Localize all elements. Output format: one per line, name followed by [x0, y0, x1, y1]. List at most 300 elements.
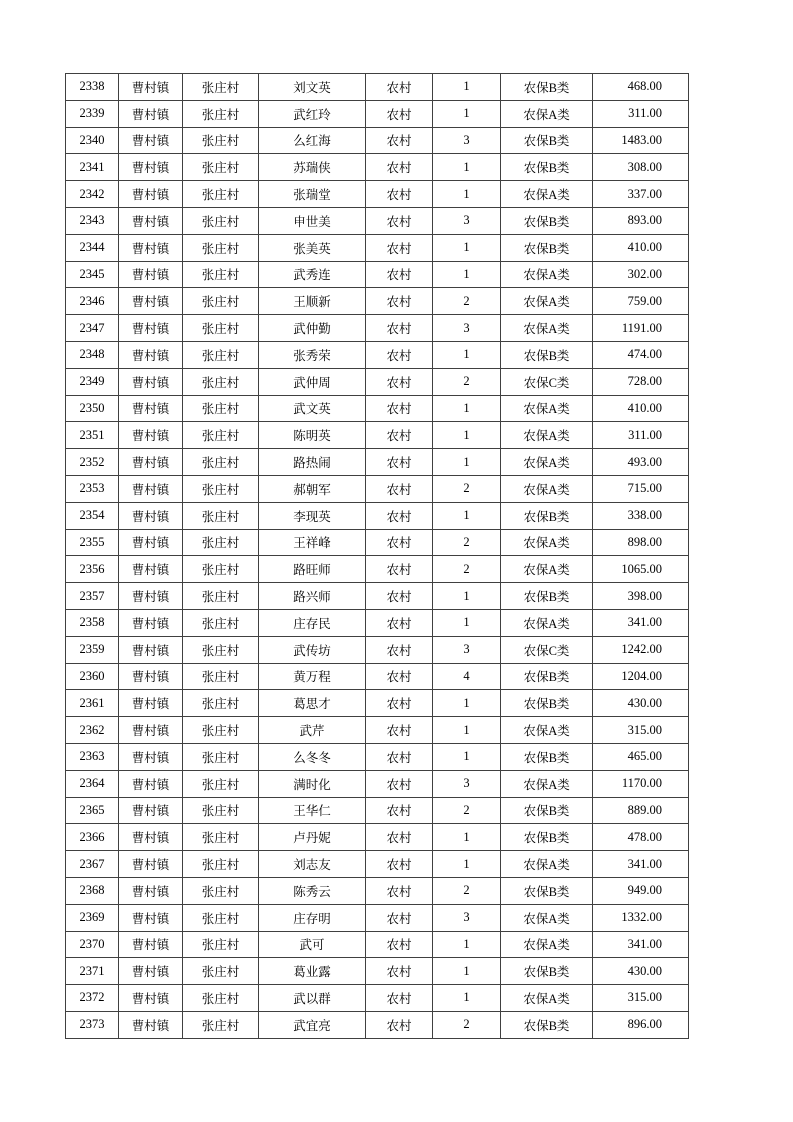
cell-village: 张庄村: [183, 181, 259, 208]
cell-serial-number: 2342: [66, 181, 119, 208]
cell-village: 张庄村: [183, 797, 259, 824]
table-row: [66, 74, 689, 101]
cell-village: 张庄村: [183, 1011, 259, 1038]
cell-town: 曹村镇: [119, 931, 183, 958]
cell-village: 张庄村: [183, 770, 259, 797]
cell-town: 曹村镇: [119, 181, 183, 208]
cell-person-count: 1: [433, 690, 501, 717]
cell-serial-number: 2352: [66, 449, 119, 476]
cell-amount: 728.00: [593, 368, 689, 395]
cell-town: 曹村镇: [119, 663, 183, 690]
cell-insurance-class: 农保A类: [501, 851, 593, 878]
cell-village: 张庄村: [183, 154, 259, 181]
cell-person-name: 王祥峰: [259, 529, 366, 556]
cell-serial-number: 2343: [66, 207, 119, 234]
table-row: [66, 958, 689, 985]
cell-person-count: 1: [433, 958, 501, 985]
cell-insurance-class: 农保B类: [501, 958, 593, 985]
cell-person-count: 1: [433, 931, 501, 958]
table-row: [66, 234, 689, 261]
cell-village: 张庄村: [183, 556, 259, 583]
cell-serial-number: 2367: [66, 851, 119, 878]
cell-amount: 715.00: [593, 475, 689, 502]
cell-town: 曹村镇: [119, 154, 183, 181]
table-row: [66, 368, 689, 395]
cell-amount: 893.00: [593, 207, 689, 234]
cell-person-name: 么冬冬: [259, 743, 366, 770]
cell-insurance-class: 农保B类: [501, 154, 593, 181]
table-row: [66, 181, 689, 208]
cell-village: 张庄村: [183, 877, 259, 904]
cell-insurance-class: 农保A类: [501, 475, 593, 502]
cell-serial-number: 2353: [66, 475, 119, 502]
cell-town: 曹村镇: [119, 877, 183, 904]
cell-person-name: 武仲勤: [259, 315, 366, 342]
cell-town: 曹村镇: [119, 422, 183, 449]
cell-amount: 315.00: [593, 985, 689, 1012]
cell-person-count: 3: [433, 315, 501, 342]
cell-village: 张庄村: [183, 475, 259, 502]
cell-insurance-class: 农保B类: [501, 877, 593, 904]
cell-person-count: 1: [433, 234, 501, 261]
cell-person-name: 张秀荣: [259, 341, 366, 368]
cell-person-name: 张瑞堂: [259, 181, 366, 208]
cell-person-name: 陈明英: [259, 422, 366, 449]
cell-household-type: 农村: [366, 797, 433, 824]
cell-town: 曹村镇: [119, 743, 183, 770]
cell-town: 曹村镇: [119, 824, 183, 851]
cell-serial-number: 2339: [66, 100, 119, 127]
cell-household-type: 农村: [366, 904, 433, 931]
cell-village: 张庄村: [183, 529, 259, 556]
cell-insurance-class: 农保A类: [501, 931, 593, 958]
cell-village: 张庄村: [183, 449, 259, 476]
cell-village: 张庄村: [183, 395, 259, 422]
cell-amount: 341.00: [593, 609, 689, 636]
cell-town: 曹村镇: [119, 261, 183, 288]
cell-town: 曹村镇: [119, 1011, 183, 1038]
cell-person-name: 么红海: [259, 127, 366, 154]
cell-village: 张庄村: [183, 422, 259, 449]
table-row: [66, 851, 689, 878]
table-row: [66, 288, 689, 315]
cell-household-type: 农村: [366, 770, 433, 797]
cell-amount: 341.00: [593, 851, 689, 878]
cell-household-type: 农村: [366, 1011, 433, 1038]
cell-person-name: 郝朝军: [259, 475, 366, 502]
cell-insurance-class: 农保B类: [501, 583, 593, 610]
table-row: [66, 529, 689, 556]
cell-village: 张庄村: [183, 958, 259, 985]
table-row: [66, 877, 689, 904]
cell-amount: 474.00: [593, 341, 689, 368]
cell-person-count: 1: [433, 449, 501, 476]
cell-insurance-class: 农保A类: [501, 609, 593, 636]
cell-insurance-class: 农保A类: [501, 422, 593, 449]
cell-insurance-class: 农保B类: [501, 341, 593, 368]
cell-household-type: 农村: [366, 529, 433, 556]
table-row: [66, 207, 689, 234]
cell-serial-number: 2351: [66, 422, 119, 449]
cell-village: 张庄村: [183, 717, 259, 744]
cell-town: 曹村镇: [119, 985, 183, 1012]
cell-town: 曹村镇: [119, 958, 183, 985]
cell-household-type: 农村: [366, 824, 433, 851]
cell-serial-number: 2361: [66, 690, 119, 717]
cell-person-count: 1: [433, 583, 501, 610]
cell-village: 张庄村: [183, 904, 259, 931]
cell-serial-number: 2365: [66, 797, 119, 824]
cell-household-type: 农村: [366, 127, 433, 154]
cell-village: 张庄村: [183, 127, 259, 154]
cell-amount: 493.00: [593, 449, 689, 476]
cell-serial-number: 2354: [66, 502, 119, 529]
cell-household-type: 农村: [366, 985, 433, 1012]
cell-person-name: 卢丹妮: [259, 824, 366, 851]
cell-amount: 308.00: [593, 154, 689, 181]
cell-household-type: 农村: [366, 181, 433, 208]
cell-household-type: 农村: [366, 717, 433, 744]
cell-household-type: 农村: [366, 475, 433, 502]
cell-person-count: 2: [433, 877, 501, 904]
cell-person-count: 2: [433, 475, 501, 502]
cell-household-type: 农村: [366, 368, 433, 395]
cell-person-count: 1: [433, 502, 501, 529]
cell-person-name: 葛业露: [259, 958, 366, 985]
cell-insurance-class: 农保B类: [501, 797, 593, 824]
cell-insurance-class: 农保C类: [501, 368, 593, 395]
cell-town: 曹村镇: [119, 207, 183, 234]
cell-person-count: 3: [433, 636, 501, 663]
cell-household-type: 农村: [366, 261, 433, 288]
cell-insurance-class: 农保A类: [501, 770, 593, 797]
cell-town: 曹村镇: [119, 690, 183, 717]
cell-person-count: 1: [433, 341, 501, 368]
cell-household-type: 农村: [366, 74, 433, 101]
table-row: [66, 636, 689, 663]
cell-town: 曹村镇: [119, 636, 183, 663]
cell-amount: 468.00: [593, 74, 689, 101]
cell-serial-number: 2366: [66, 824, 119, 851]
cell-insurance-class: 农保B类: [501, 743, 593, 770]
cell-insurance-class: 农保B类: [501, 690, 593, 717]
table-row: [66, 717, 689, 744]
table-row: [66, 743, 689, 770]
cell-serial-number: 2341: [66, 154, 119, 181]
cell-town: 曹村镇: [119, 395, 183, 422]
cell-insurance-class: 农保A类: [501, 904, 593, 931]
table-row: [66, 556, 689, 583]
cell-household-type: 农村: [366, 449, 433, 476]
cell-insurance-class: 农保A类: [501, 288, 593, 315]
cell-insurance-class: 农保C类: [501, 636, 593, 663]
cell-town: 曹村镇: [119, 502, 183, 529]
cell-village: 张庄村: [183, 261, 259, 288]
cell-town: 曹村镇: [119, 341, 183, 368]
cell-insurance-class: 农保B类: [501, 502, 593, 529]
cell-amount: 1065.00: [593, 556, 689, 583]
cell-serial-number: 2369: [66, 904, 119, 931]
cell-serial-number: 2358: [66, 609, 119, 636]
table-row: [66, 395, 689, 422]
cell-village: 张庄村: [183, 851, 259, 878]
table-row: [66, 770, 689, 797]
cell-person-count: 1: [433, 743, 501, 770]
cell-amount: 311.00: [593, 100, 689, 127]
cell-insurance-class: 农保A类: [501, 985, 593, 1012]
cell-person-name: 李现英: [259, 502, 366, 529]
cell-person-count: 2: [433, 368, 501, 395]
cell-amount: 410.00: [593, 395, 689, 422]
cell-household-type: 农村: [366, 395, 433, 422]
cell-person-name: 苏瑞侠: [259, 154, 366, 181]
table-row: [66, 904, 689, 931]
table-row: [66, 475, 689, 502]
cell-amount: 1332.00: [593, 904, 689, 931]
cell-serial-number: 2346: [66, 288, 119, 315]
cell-amount: 410.00: [593, 234, 689, 261]
cell-village: 张庄村: [183, 288, 259, 315]
cell-village: 张庄村: [183, 663, 259, 690]
cell-town: 曹村镇: [119, 904, 183, 931]
cell-insurance-class: 农保B类: [501, 663, 593, 690]
cell-person-name: 武红玲: [259, 100, 366, 127]
cell-person-name: 张美英: [259, 234, 366, 261]
cell-serial-number: 2362: [66, 717, 119, 744]
cell-serial-number: 2340: [66, 127, 119, 154]
cell-household-type: 农村: [366, 931, 433, 958]
cell-amount: 465.00: [593, 743, 689, 770]
cell-person-count: 2: [433, 288, 501, 315]
cell-serial-number: 2357: [66, 583, 119, 610]
cell-amount: 398.00: [593, 583, 689, 610]
cell-person-count: 1: [433, 261, 501, 288]
cell-serial-number: 2355: [66, 529, 119, 556]
cell-person-name: 路兴师: [259, 583, 366, 610]
cell-amount: 889.00: [593, 797, 689, 824]
cell-serial-number: 2344: [66, 234, 119, 261]
table-row: [66, 315, 689, 342]
cell-person-count: 1: [433, 74, 501, 101]
cell-serial-number: 2350: [66, 395, 119, 422]
cell-household-type: 农村: [366, 502, 433, 529]
table-row: [66, 127, 689, 154]
cell-insurance-class: 农保B类: [501, 127, 593, 154]
cell-household-type: 农村: [366, 422, 433, 449]
table-row: [66, 690, 689, 717]
cell-person-name: 武仲周: [259, 368, 366, 395]
cell-serial-number: 2372: [66, 985, 119, 1012]
cell-person-name: 葛思才: [259, 690, 366, 717]
cell-insurance-class: 农保B类: [501, 234, 593, 261]
table-row: [66, 824, 689, 851]
table-row: [66, 100, 689, 127]
cell-person-count: 1: [433, 100, 501, 127]
cell-town: 曹村镇: [119, 368, 183, 395]
cell-village: 张庄村: [183, 100, 259, 127]
cell-household-type: 农村: [366, 556, 433, 583]
cell-insurance-class: 农保A类: [501, 556, 593, 583]
cell-person-name: 路热闹: [259, 449, 366, 476]
cell-person-name: 黄万程: [259, 663, 366, 690]
cell-village: 张庄村: [183, 234, 259, 261]
cell-serial-number: 2364: [66, 770, 119, 797]
cell-village: 张庄村: [183, 368, 259, 395]
table-row: [66, 422, 689, 449]
cell-amount: 430.00: [593, 958, 689, 985]
cell-town: 曹村镇: [119, 770, 183, 797]
cell-amount: 341.00: [593, 931, 689, 958]
cell-town: 曹村镇: [119, 609, 183, 636]
cell-serial-number: 2348: [66, 341, 119, 368]
cell-insurance-class: 农保A类: [501, 449, 593, 476]
cell-person-count: 2: [433, 797, 501, 824]
cell-town: 曹村镇: [119, 583, 183, 610]
cell-amount: 1483.00: [593, 127, 689, 154]
cell-person-count: 1: [433, 985, 501, 1012]
cell-town: 曹村镇: [119, 529, 183, 556]
cell-insurance-class: 农保A类: [501, 181, 593, 208]
cell-person-count: 1: [433, 824, 501, 851]
cell-household-type: 农村: [366, 315, 433, 342]
table-row: [66, 449, 689, 476]
cell-person-name: 武以群: [259, 985, 366, 1012]
cell-town: 曹村镇: [119, 234, 183, 261]
cell-person-name: 路旺师: [259, 556, 366, 583]
cell-person-count: 3: [433, 904, 501, 931]
cell-person-name: 王华仁: [259, 797, 366, 824]
cell-town: 曹村镇: [119, 315, 183, 342]
table-row: [66, 609, 689, 636]
cell-serial-number: 2359: [66, 636, 119, 663]
cell-serial-number: 2345: [66, 261, 119, 288]
cell-serial-number: 2370: [66, 931, 119, 958]
cell-person-name: 陈秀云: [259, 877, 366, 904]
cell-person-name: 武文英: [259, 395, 366, 422]
cell-village: 张庄村: [183, 583, 259, 610]
cell-person-count: 1: [433, 422, 501, 449]
cell-insurance-class: 农保A类: [501, 395, 593, 422]
table-row: [66, 1011, 689, 1038]
cell-person-count: 3: [433, 127, 501, 154]
cell-amount: 896.00: [593, 1011, 689, 1038]
cell-household-type: 农村: [366, 100, 433, 127]
cell-insurance-class: 农保A类: [501, 315, 593, 342]
table-row: [66, 797, 689, 824]
cell-village: 张庄村: [183, 609, 259, 636]
cell-household-type: 农村: [366, 207, 433, 234]
cell-serial-number: 2349: [66, 368, 119, 395]
cell-amount: 478.00: [593, 824, 689, 851]
cell-amount: 949.00: [593, 877, 689, 904]
cell-person-name: 武芹: [259, 717, 366, 744]
cell-person-count: 1: [433, 609, 501, 636]
table-row: [66, 341, 689, 368]
cell-person-name: 申世美: [259, 207, 366, 234]
cell-person-count: 2: [433, 1011, 501, 1038]
cell-household-type: 农村: [366, 583, 433, 610]
cell-amount: 430.00: [593, 690, 689, 717]
cell-town: 曹村镇: [119, 127, 183, 154]
cell-town: 曹村镇: [119, 556, 183, 583]
cell-town: 曹村镇: [119, 449, 183, 476]
cell-person-name: 满时化: [259, 770, 366, 797]
cell-amount: 1170.00: [593, 770, 689, 797]
cell-amount: 1242.00: [593, 636, 689, 663]
table-row: [66, 261, 689, 288]
cell-person-count: 1: [433, 851, 501, 878]
cell-household-type: 农村: [366, 636, 433, 663]
cell-insurance-class: 农保A类: [501, 100, 593, 127]
cell-person-name: 刘文英: [259, 74, 366, 101]
cell-household-type: 农村: [366, 663, 433, 690]
cell-town: 曹村镇: [119, 288, 183, 315]
cell-amount: 302.00: [593, 261, 689, 288]
cell-amount: 759.00: [593, 288, 689, 315]
table-row: [66, 154, 689, 181]
cell-town: 曹村镇: [119, 717, 183, 744]
cell-amount: 1191.00: [593, 315, 689, 342]
cell-person-count: 1: [433, 717, 501, 744]
cell-village: 张庄村: [183, 985, 259, 1012]
cell-household-type: 农村: [366, 234, 433, 261]
cell-person-count: 3: [433, 770, 501, 797]
cell-insurance-class: 农保A类: [501, 717, 593, 744]
cell-person-count: 4: [433, 663, 501, 690]
cell-person-count: 1: [433, 181, 501, 208]
cell-amount: 1204.00: [593, 663, 689, 690]
cell-village: 张庄村: [183, 315, 259, 342]
cell-serial-number: 2338: [66, 74, 119, 101]
cell-household-type: 农村: [366, 851, 433, 878]
cell-person-name: 庄存民: [259, 609, 366, 636]
table-row: [66, 502, 689, 529]
cell-person-count: 2: [433, 556, 501, 583]
cell-insurance-class: 农保B类: [501, 74, 593, 101]
cell-person-name: 武秀连: [259, 261, 366, 288]
cell-village: 张庄村: [183, 824, 259, 851]
table-row: [66, 663, 689, 690]
cell-village: 张庄村: [183, 690, 259, 717]
cell-village: 张庄村: [183, 931, 259, 958]
cell-household-type: 农村: [366, 877, 433, 904]
cell-town: 曹村镇: [119, 797, 183, 824]
cell-amount: 315.00: [593, 717, 689, 744]
cell-insurance-class: 农保B类: [501, 207, 593, 234]
table-row: [66, 985, 689, 1012]
cell-person-count: 2: [433, 529, 501, 556]
table-body: [66, 74, 689, 1039]
cell-household-type: 农村: [366, 288, 433, 315]
cell-amount: 898.00: [593, 529, 689, 556]
table-row: [66, 931, 689, 958]
cell-insurance-class: 农保B类: [501, 1011, 593, 1038]
cell-town: 曹村镇: [119, 851, 183, 878]
cell-person-name: 王顺新: [259, 288, 366, 315]
cell-person-count: 3: [433, 207, 501, 234]
cell-household-type: 农村: [366, 154, 433, 181]
cell-household-type: 农村: [366, 958, 433, 985]
cell-person-count: 1: [433, 154, 501, 181]
cell-household-type: 农村: [366, 341, 433, 368]
cell-serial-number: 2356: [66, 556, 119, 583]
cell-village: 张庄村: [183, 207, 259, 234]
cell-serial-number: 2360: [66, 663, 119, 690]
cell-amount: 338.00: [593, 502, 689, 529]
cell-serial-number: 2363: [66, 743, 119, 770]
cell-household-type: 农村: [366, 690, 433, 717]
table-row: [66, 583, 689, 610]
